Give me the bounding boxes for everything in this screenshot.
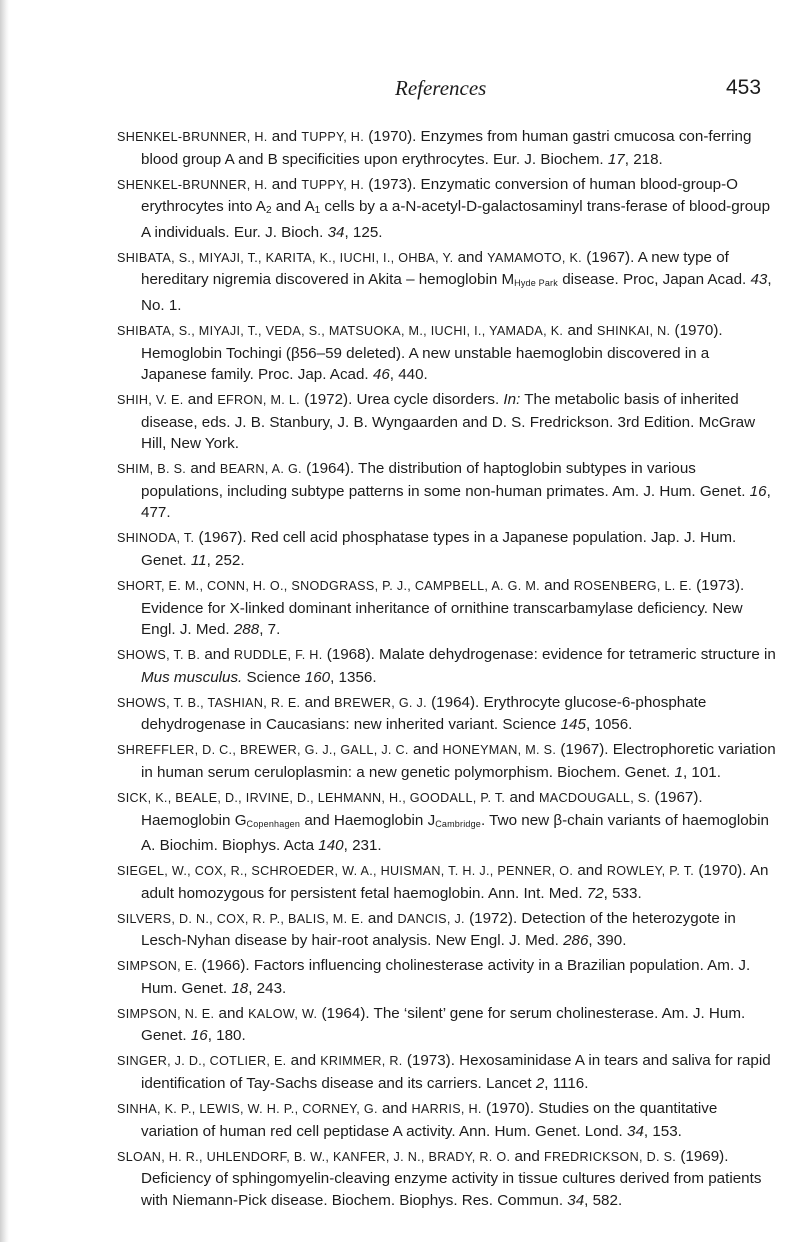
reference-authors: ROSENBERG, L. E. — [573, 579, 692, 594]
reference-authors: BEARN, A. G. — [219, 462, 302, 477]
reference-entry — [117, 575, 777, 641]
reference-authors: HONEYMAN, M. S. — [442, 743, 557, 758]
reference-authors: SHIBATA, S., MIYAJI, T., KARITA, K., IUCHI, I., OHBA, Y. — [117, 250, 454, 265]
reference-volume: 34 — [567, 1191, 585, 1209]
reference-pages: , 243. — [248, 979, 287, 997]
reference-text: (1966). Factors influencing cholinesterase activity in a Brazilian population. Am. J. Hum. Genet. — [141, 957, 751, 997]
reference-volume: 288 — [233, 621, 260, 639]
reference-authors: DANCIS, J. — [397, 911, 465, 926]
reference-text: (1967). Red cell acid phosphatase types in a Japanese population. Jap. J. Hum. Genet. — [141, 529, 737, 570]
reference-volume: 16 — [749, 482, 767, 500]
reference-volume: 34 — [627, 1122, 644, 1140]
reference-authors: ROWLEY, P. T. — [606, 864, 695, 879]
reference-volume: 46 — [372, 366, 390, 384]
reference-pages: , 252. — [206, 552, 245, 570]
reference-entry — [117, 1098, 777, 1142]
reference-entry — [117, 126, 777, 170]
reference-text: (1972). Detection of the heterozygote in Lesch-Nyhan disease by hair-root analysis. New Engl. J. Med. — [141, 909, 736, 950]
reference-entry — [117, 787, 777, 857]
reference-conjunction: and — [267, 128, 302, 145]
reference-text: (1970). Enzymes from human gastri cmucosa con-ferring blood group A and B specificities upon erythrocytes. Eur. J. Biochem. — [141, 128, 752, 168]
reference-authors: SIMPSON, N. E. — [117, 1006, 215, 1021]
reference-conjunction: and — [363, 909, 398, 927]
reference-pages: , 180. — [207, 1027, 246, 1045]
reference-authors: SHOWS, T. B. — [117, 648, 201, 663]
reference-authors: SHENKEL-BRUNNER, H. — [117, 130, 268, 144]
reference-authors: SINHA, K. P., LEWIS, W. H. P., CORNEY, G. — [117, 1101, 378, 1116]
reference-conjunction: and — [186, 460, 220, 478]
reference-italic-text: In: — [503, 391, 521, 409]
reference-conjunction: and — [573, 862, 607, 880]
reference-conjunction: and — [300, 693, 335, 711]
reference-authors: SILVERS, D. N., COX, R. P., BALIS, M. E. — [117, 911, 364, 926]
reference-entry — [117, 739, 777, 783]
reference-pages: , 582. — [584, 1191, 623, 1209]
reference-entry — [117, 1003, 777, 1047]
reference-pages: , 477. — [141, 482, 771, 522]
reference-authors: SHIH, V. E. — [117, 393, 184, 408]
reference-entry — [117, 247, 777, 317]
reference-authors: KALOW, W. — [248, 1006, 318, 1021]
reference-authors: KRIMMER, R. — [320, 1054, 403, 1069]
reference-text: (1968). Malate dehydrogenase: evidence for tetrameric structure in — [322, 646, 776, 664]
reference-entry — [117, 458, 777, 524]
reference-conjunction: and — [267, 175, 302, 193]
reference-pages: , 533. — [603, 884, 642, 902]
reference-text: (1967). Haemoglobin G — [141, 788, 703, 829]
reference-text: Science — [242, 668, 305, 686]
page-header — [0, 76, 800, 106]
page-edge-shadow — [0, 0, 9, 1242]
reference-volume: 18 — [231, 979, 249, 997]
reference-pages: , 390. — [588, 932, 627, 950]
reference-pages: , 7. — [259, 621, 281, 639]
reference-text: (1970). An adult homozygous for persistent fetal haemoglobin. Ann. Int. Med. — [141, 862, 769, 902]
reference-pages: , 153. — [643, 1122, 682, 1140]
reference-conjunction: and — [510, 1147, 545, 1165]
reference-text: The metabolic basis of inherited disease, eds. J. B. Stanbury, J. B. Wyngaarden and D. S. Fredrickson. 3rd Edition. McGraw Hill, New York. — [141, 391, 756, 453]
reference-authors: TUPPY, H. — [301, 130, 364, 144]
reference-authors: SHENKEL-BRUNNER, H. — [117, 177, 268, 192]
reference-volume: 1 — [674, 763, 683, 781]
reference-volume: 145 — [560, 716, 586, 734]
reference-text: disease. Proc, Japan Acad. — [557, 271, 751, 289]
reference-authors: SHREFFLER, D. C., BREWER, G. J., GALL, J. C. — [117, 743, 409, 758]
reference-text: (1964). The ‘silent’ gene for serum cholinesterase. Am. J. Hum. Genet. — [141, 1004, 746, 1045]
reference-subscript: 1 — [314, 205, 321, 217]
reference-volume: 34 — [327, 223, 345, 241]
reference-volume: 286 — [563, 932, 589, 950]
reference-conjunction: and — [539, 577, 574, 595]
reference-conjunction: and — [286, 1052, 321, 1070]
reference-list — [117, 126, 777, 1215]
reference-volume: 140 — [318, 837, 344, 855]
reference-entry — [117, 692, 777, 736]
reference-pages: , 218. — [624, 150, 663, 168]
reference-entry — [117, 955, 777, 999]
reference-text: and Haemoglobin J — [300, 811, 436, 829]
reference-text: (1964). Erythrocyte glucose-6-phosphate dehydrogenase in Caucasians: new inherited variant. Science — [141, 693, 707, 734]
reference-text: (1973). Hexosaminidase A in tears and saliva for rapid identification of Tay-Sachs disease and its carriers. Lancet — [141, 1052, 771, 1092]
reference-entry — [117, 389, 777, 455]
reference-conjunction: and — [563, 321, 598, 339]
reference-subscript: 2 — [265, 205, 272, 217]
reference-authors: TUPPY, H. — [301, 177, 364, 192]
reference-conjunction: and — [453, 248, 488, 266]
reference-conjunction: and — [377, 1099, 412, 1117]
reference-pages: , 1056. — [585, 716, 633, 734]
reference-authors: SHINKAI, N. — [597, 323, 671, 338]
reference-authors: SHIBATA, S., MIYAJI, T., VEDA, S., MATSUOKA, M., IUCHI, I., YAMADA, K. — [117, 323, 564, 338]
reference-entry — [117, 174, 777, 244]
reference-text: (1972). Urea cycle disorders. — [299, 391, 504, 409]
reference-text: (1973). Enzymatic conversion of human blood-group-O erythrocytes into A — [141, 175, 738, 216]
reference-entry — [117, 320, 777, 386]
reference-authors: SHOWS, T. B., TASHIAN, R. E. — [117, 695, 301, 710]
reference-authors: BREWER, G. J. — [334, 695, 427, 710]
running-title: References — [395, 76, 487, 100]
reference-conjunction: and — [505, 788, 540, 806]
reference-pages: , 231. — [343, 837, 382, 855]
reference-pages: , 1116. — [544, 1075, 589, 1092]
page-number: 453 — [726, 76, 762, 99]
reference-text: (1967). Electrophoretic variation in human serum ceruloplasmin: a new genetic polymorphism. Biochem. Genet. — [141, 741, 776, 781]
reference-conjunction: and — [408, 741, 443, 759]
reference-pages: , 1356. — [330, 668, 377, 686]
reference-authors: MACDOUGALL, S. — [539, 790, 651, 805]
reference-text: (1969). Deficiency of sphingomyelin-cleaving enzyme activity in tissue cultures derived from patients with Niemann-Pick disease. Biochem. Biophys. Res. Commun. — [141, 1147, 762, 1209]
reference-volume: 16 — [190, 1027, 208, 1045]
reference-volume: 72 — [586, 884, 604, 902]
reference-volume: 11 — [190, 552, 207, 570]
reference-text: (1967). A new type of hereditary nigremia discovered in Akita – hemoglobin M — [141, 248, 729, 289]
reference-subscript: Hyde Park — [514, 278, 558, 289]
reference-entry — [117, 1050, 777, 1094]
reference-volume: 160 — [304, 668, 331, 686]
reference-conjunction: and — [214, 1004, 249, 1022]
reference-authors: SHIM, B. S. — [117, 462, 187, 477]
reference-volume: 43 — [750, 271, 768, 289]
reference-text: . Two new β-chain variants of haemoglobin A. Biochim. Biophys. Acta — [141, 811, 769, 855]
reference-authors: SLOAN, H. R., UHLENDORF, B. W., KANFER, J. N., BRADY, R. O. — [117, 1149, 511, 1164]
reference-subscript: Copenhagen — [246, 818, 301, 829]
reference-text: (1964). The distribution of haptoglobin subtypes in various populations, including subtype patterns in some non-human primates. Am. J. Hum. Genet. — [141, 460, 750, 500]
reference-text: (1970). Studies on the quantitative variation of human red cell peptidase A activity. Ann. Hum. Genet. Lond. — [141, 1099, 718, 1140]
reference-authors: SIEGEL, W., COX, R., SCHROEDER, W. A., HUISMAN, T. H. J., PENNER, O. — [117, 864, 574, 879]
reference-pages: , No. 1. — [141, 271, 772, 314]
reference-entry — [117, 860, 777, 904]
reference-subscript: Cambridge — [435, 818, 482, 829]
reference-authors: RUDDLE, F. H. — [233, 648, 323, 663]
reference-entry — [117, 527, 777, 571]
reference-text: cells by a a-N-acetyl-D-galactosaminyl trans-ferase of blood-group A individuals. Eur. J. Bioch. — [141, 198, 771, 241]
reference-authors: FREDRICKSON, D. S. — [544, 1149, 677, 1164]
reference-pages: , 101. — [682, 763, 721, 781]
reference-entry — [117, 644, 777, 688]
reference-authors: SICK, K., BEALE, D., IRVINE, D., LEHMANN, H., GOODALL, P. T. — [117, 790, 506, 805]
reference-authors: SINGER, J. D., COTLIER, E. — [117, 1054, 287, 1069]
reference-authors: HARRIS, H. — [411, 1101, 482, 1116]
reference-text: (1973). Evidence for X-linked dominant inheritance of ornithine transcarbamylase deficiency. New Engl. J. Med. — [141, 577, 745, 639]
reference-volume: 17 — [607, 150, 625, 168]
reference-volume: 2 — [535, 1075, 545, 1092]
reference-conjunction: and — [200, 646, 234, 664]
reference-authors: YAMAMOTO, K. — [487, 250, 582, 265]
reference-conjunction: and — [183, 391, 218, 409]
reference-authors: SIMPSON, E. — [117, 959, 198, 974]
reference-pages: , 440. — [389, 366, 428, 384]
reference-text: and A — [271, 198, 315, 216]
reference-entry — [117, 1146, 777, 1212]
reference-authors: SHINODA, T. — [117, 531, 195, 546]
reference-entry — [117, 908, 777, 952]
reference-italic-text: Mus musculus. — [141, 668, 243, 686]
reference-text: (1970). Hemoglobin Tochingi (β56–59 deleted). A new unstable haemoglobin discovered in a Japanese family. Proc. Jap. Acad. — [141, 321, 723, 384]
reference-authors: SHORT, E. M., CONN, H. O., SNODGRASS, P. J., CAMPBELL, A. G. M. — [117, 579, 540, 594]
reference-pages: , 125. — [344, 223, 383, 241]
reference-authors: EFRON, M. L. — [217, 393, 300, 408]
